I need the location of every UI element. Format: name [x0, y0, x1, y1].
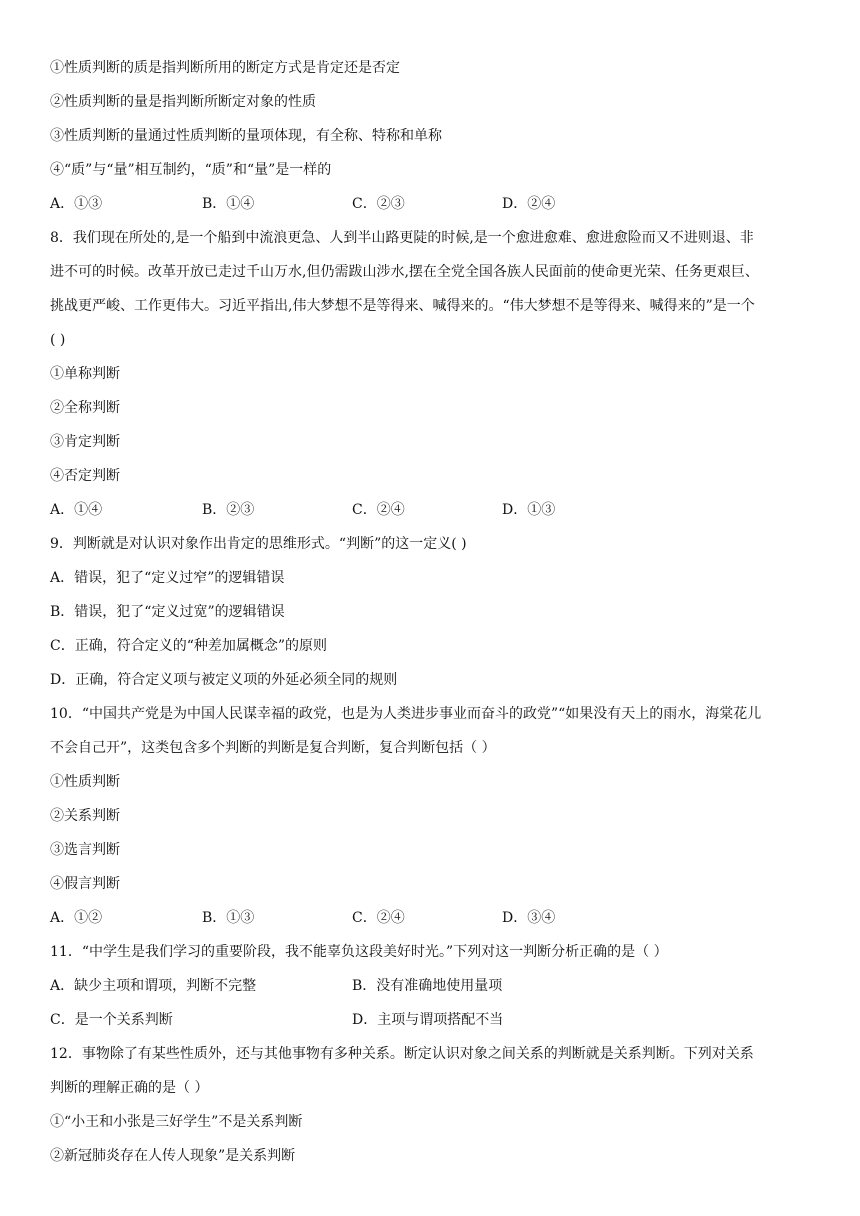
q8-item-3: ③肯定判断 [50, 434, 120, 450]
q11-option-c[interactable]: C．是一个关系判断 [50, 1012, 173, 1028]
q8-item-2: ②全称判断 [50, 400, 120, 416]
q12-item-2: ②新冠肺炎存在人传人现象”是关系判断 [50, 1148, 296, 1164]
q8-options [50, 500, 810, 520]
q7-item-3: ③性质判断的量通过性质判断的量项体现，有全称、特称和单称 [50, 128, 442, 144]
q7-options [50, 194, 810, 214]
q10-item-4: ④假言判断 [50, 876, 120, 892]
q9-choice-d[interactable]: D．正确，符合定义项与被定义项的外延必须全同的规则 [50, 672, 398, 688]
q10-option-b[interactable]: B．①③ [202, 910, 255, 926]
q10-stem-line-2: 不会自己开”，这类包含多个判断的判断是复合判断，复合判断包括（ ） [50, 740, 496, 756]
q9-choice-b[interactable]: B．错误，犯了“定义过宽”的逻辑错误 [50, 604, 285, 620]
q10-option-d[interactable]: D．③④ [502, 910, 556, 926]
q11-option-a[interactable]: A．缺少主项和谓项，判断不完整 [50, 978, 257, 994]
q9-choice-c[interactable]: C．正确，符合定义的“种差加属概念”的原则 [50, 638, 328, 654]
q7-item-2: ②性质判断的量是指判断所断定对象的性质 [50, 94, 316, 110]
q9-stem: 9．判断就是对认识对象作出肯定的思维形式。“判断”的这一定义( ) [50, 536, 467, 552]
q12-stem-line-2: 判断的理解正确的是（ ） [50, 1080, 209, 1096]
q11-stem: 11．“中学生是我们学习的重要阶段，我不能辜负这段美好时光。”下列对这一判断分析正确的是（ ） [50, 944, 668, 960]
q10-option-c[interactable]: C．②④ [352, 910, 405, 926]
q7-option-b[interactable]: B．①④ [202, 196, 255, 212]
q7-item-1: ①性质判断的质是指判断所用的断定方式是肯定还是否定 [50, 60, 400, 76]
q9-choice-a[interactable]: A．错误，犯了“定义过窄”的逻辑错误 [50, 570, 285, 586]
q7-item-4: ④“质”与“量”相互制约，“质”和“量”是一样的 [50, 162, 332, 178]
q8-stem-line-1: 8．我们现在所处的,是一个船到中流浪更急、人到半山路更陡的时候,是一个愈进愈难、愈进愈险而又不进则退、非 [50, 230, 754, 246]
q11-options-row-2 [50, 1010, 810, 1030]
q10-item-1: ①性质判断 [50, 774, 120, 790]
q11-options-row-1 [50, 976, 810, 996]
q12-stem-line-1: 12．事物除了有某些性质外，还与其他事物有多种关系。断定认识对象之间关系的判断就是关系判断。下列对关系 [50, 1046, 754, 1062]
q10-options [50, 908, 810, 928]
q8-option-d[interactable]: D．①③ [502, 502, 556, 518]
q11-option-b[interactable]: B．没有准确地使用量项 [352, 978, 503, 994]
q8-stem-line-3: 挑战更严峻、工作更伟大。习近平指出,伟大梦想不是等得来、喊得来的。“伟大梦想不是等得来、喊得来的”是一个 [50, 298, 755, 314]
q8-option-b[interactable]: B．②③ [202, 502, 255, 518]
q11-option-d[interactable]: D．主项与谓项搭配不当 [352, 1012, 504, 1028]
q8-option-a[interactable]: A．①④ [50, 502, 103, 518]
q8-option-c[interactable]: C．②④ [352, 502, 405, 518]
q8-stem-line-2: 进不可的时候。改革开放已走过千山万水,但仍需跋山涉水,摆在全党全国各族人民面前的使命更光荣、任务更艰巨、 [50, 264, 759, 280]
q7-option-d[interactable]: D．②④ [502, 196, 556, 212]
q10-item-3: ③选言判断 [50, 842, 120, 858]
q7-option-c[interactable]: C．②③ [352, 196, 405, 212]
q8-answer-blank: ( ) [50, 332, 66, 348]
q10-option-a[interactable]: A．①② [50, 910, 103, 926]
q10-stem-line-1: 10．“中国共产党是为中国人民谋幸福的政党，也是为人类进步事业而奋斗的政党”“如果没有天上的雨水，海棠花儿 [50, 706, 762, 722]
q12-item-1: ①“小王和小张是三好学生”不是关系判断 [50, 1114, 303, 1130]
q7-option-a[interactable]: A．①③ [50, 196, 103, 212]
q8-item-1: ①单称判断 [50, 366, 120, 382]
q10-item-2: ②关系判断 [50, 808, 120, 824]
q8-item-4: ④否定判断 [50, 468, 120, 484]
